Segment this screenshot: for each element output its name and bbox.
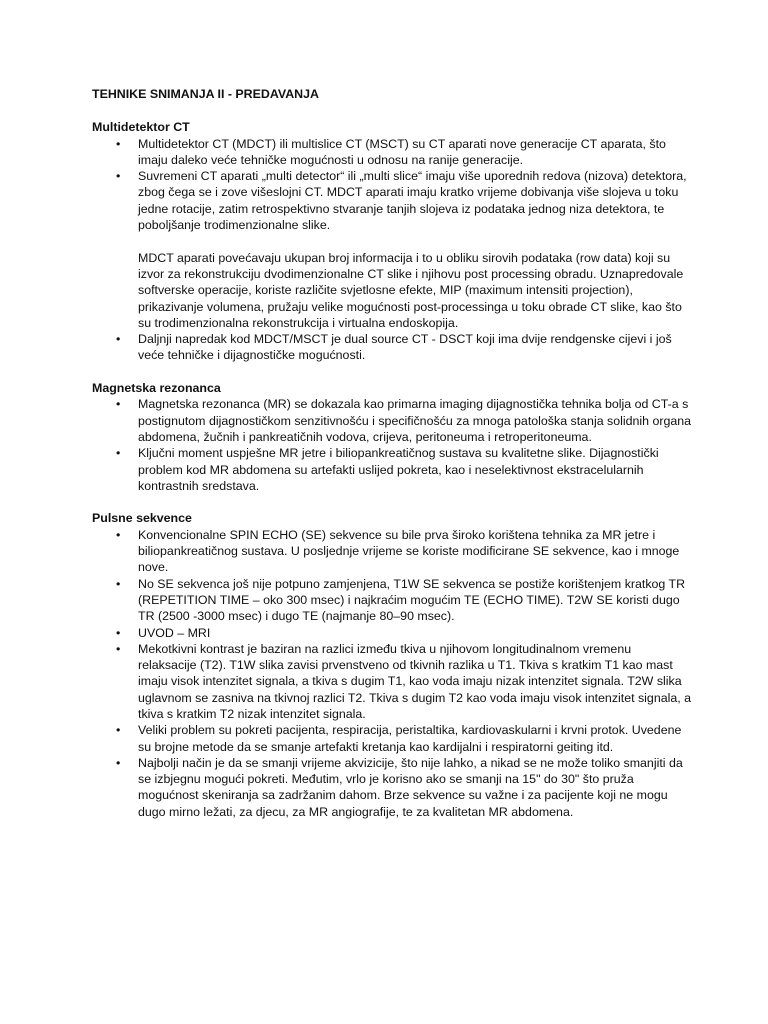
bullet-icon: • <box>116 136 121 151</box>
list-item-text: No SE sekvenca još nije potpuno zamjenjena, T1W SE sekvenca se postiže korištenjem kratkog TR (REPETITION TIME – oko 300 msec) i najkraćim mogućim TE (ECHO TIME). T2W SE koristi dugo TR (2500 -3000 msec) i dugo TE (najmanje 80–90 msec). <box>138 576 686 624</box>
bullet-icon: • <box>116 169 121 184</box>
bullet-icon: • <box>116 641 121 656</box>
bullet-list <box>92 136 692 364</box>
list-item-text: Veliki problem su pokreti pacijenta, respiracija, peristaltika, kardiovaskularni i krvni protok. Uvedene su brojne metode da se smanje artefakti kretanja kao kardijalni i respiratorni geiting itd. <box>138 723 682 754</box>
list-item <box>92 625 692 641</box>
list-item <box>92 136 692 169</box>
section-multidetektor-ct <box>92 119 692 363</box>
list-item-text: Multidetektor CT (MDCT) ili multislice CT (MSCT) su CT aparati nove generacije CT aparata, što imaju daleko veće tehničke mogućnosti u odnosu na ranije generacije. <box>138 136 666 167</box>
list-item-text: Daljnji napredak kod MDCT/MSCT je dual source CT - DSCT koji ima dvije rendgenske cijevi i još veće tehničke i dijagnostičke mogućnosti. <box>138 332 672 363</box>
list-item <box>92 445 692 494</box>
list-item <box>92 396 692 445</box>
bullet-icon: • <box>116 397 121 412</box>
section-pulsne-sekvence <box>92 510 692 820</box>
list-item <box>92 233 692 331</box>
section-magnetska-rezonanca <box>92 380 692 494</box>
list-item <box>92 331 692 364</box>
list-item-text: Magnetska rezonanca (MR) se dokazala kao primarna imaging dijagnostička tehnika bolja od CT-a s postignutom dijagnostičkom senzitivnošću i specifičnošću za mnoga patološka stanja solidnih organa abdomena, žučnih i pankreatičnih vodova, crijeva, peritoneuma i retroperitoneuma. <box>138 397 692 444</box>
bullet-icon: • <box>116 625 121 640</box>
list-item <box>92 755 692 820</box>
blank-line <box>138 233 692 249</box>
bullet-list <box>92 396 692 494</box>
section-heading: Pulsne sekvence <box>92 511 192 526</box>
section-heading: Multidetektor CT <box>92 120 190 135</box>
list-item <box>92 168 692 233</box>
list-item <box>92 641 692 722</box>
list-item-text: Mekotkivni kontrast je baziran na razlici između tkiva u njihovom longitudinalnom vremenu relaksacije (T2). T1W slika zavisi prvenstveno od tkivnih razlika u T1. Tkiva s kratkim T1 kao mast imaju visok intenzitet signala, a tkiva s dugim T1, kao voda imaju nizak intenzitet signala. T2W slika uglavnom se zasniva na tkivnoj razlici T2. Tkiva s dugim T2 kao voda imaju visok intenzitet signala, a tkiva s kratkim T2 nizak intenzitet signala. <box>138 641 692 721</box>
section-spacer <box>92 364 692 380</box>
list-item-text: Suvremeni CT aparati „multi detector“ ili „multi slice“ imaju više uporednih redova (nizova) detektora, zbog čega se i zove višeslojni CT. MDCT aparati imaju kratko vrijeme dobivanja više slojeva u toku jedne rotacije, zatim retrospektivno stvaranje tanjih slojeva iz podataka jednog niza detektora, te poboljšanje trodimenzionalne slike. <box>138 169 687 233</box>
list-item <box>92 576 692 625</box>
document-body <box>92 86 692 820</box>
bullet-icon: • <box>116 446 121 461</box>
list-item-text: UVOD – MRI <box>138 625 211 640</box>
list-item-text: Ključni moment uspješne MR jetre i biliopankreatičnog sustava su kvalitetne slike. Dijagnostički problem kod MR abdomena su artefakti uslijed pokreta, kao i neselektivnost ekstracelularnih kontrastnih sredstava. <box>138 446 659 493</box>
bullet-icon: • <box>116 576 121 591</box>
section-spacer <box>92 494 692 510</box>
list-item-text: Najbolji način je da se smanji vrijeme akvizicije, što nije lahko, a nikad se ne može toliko smanjiti da se izbjegnu mogući pokreti. Međutim, vrlo je korisno ako se smanji na 15" do 30" što pruža mogućnost skeniranja sa zadržanim dahom. Brze sekvence su važne i za pacijente koji ne mogu dugo mirno ležati, za djecu, za MR angiografije, te za kvalitetan MR abdomena. <box>138 755 683 819</box>
document-title: TEHNIKE SNIMANJA II - PREDAVANJA <box>92 87 319 101</box>
bullet-icon: • <box>116 755 121 770</box>
bullet-icon: • <box>116 723 121 738</box>
bullet-icon: • <box>116 527 121 542</box>
list-item <box>92 527 692 576</box>
list-item <box>92 722 692 755</box>
list-item-text: MDCT aparati povećavaju ukupan broj informacija i to u obliku sirovih podataka (row data) koji su izvor za rekonstrukciju dvodimenzionalne CT slike i njihovu post processing obradu. Uznapredovale softverske operacije, koriste različite svjetlosne efekte, MIP (maximum intensiti projection), prikazivanje volumena, pružaju velike mogućnosti post-processinga u toku obrade CT slike, kao što su trodimenzionalna rekonstrukcija i virtualna endoskopija. <box>138 250 684 330</box>
bullet-icon: • <box>116 332 121 347</box>
list-item-text: Konvencionalne SPIN ECHO (SE) sekvence su bile prva široko korištena tehnika za MR jetre i biliopankreatičnog sustava. U posljednje vrijeme se koriste modificirane SE sekvence, kao i mnoge nove. <box>138 527 680 575</box>
bullet-list <box>92 527 692 820</box>
section-heading: Magnetska rezonanca <box>92 381 221 396</box>
